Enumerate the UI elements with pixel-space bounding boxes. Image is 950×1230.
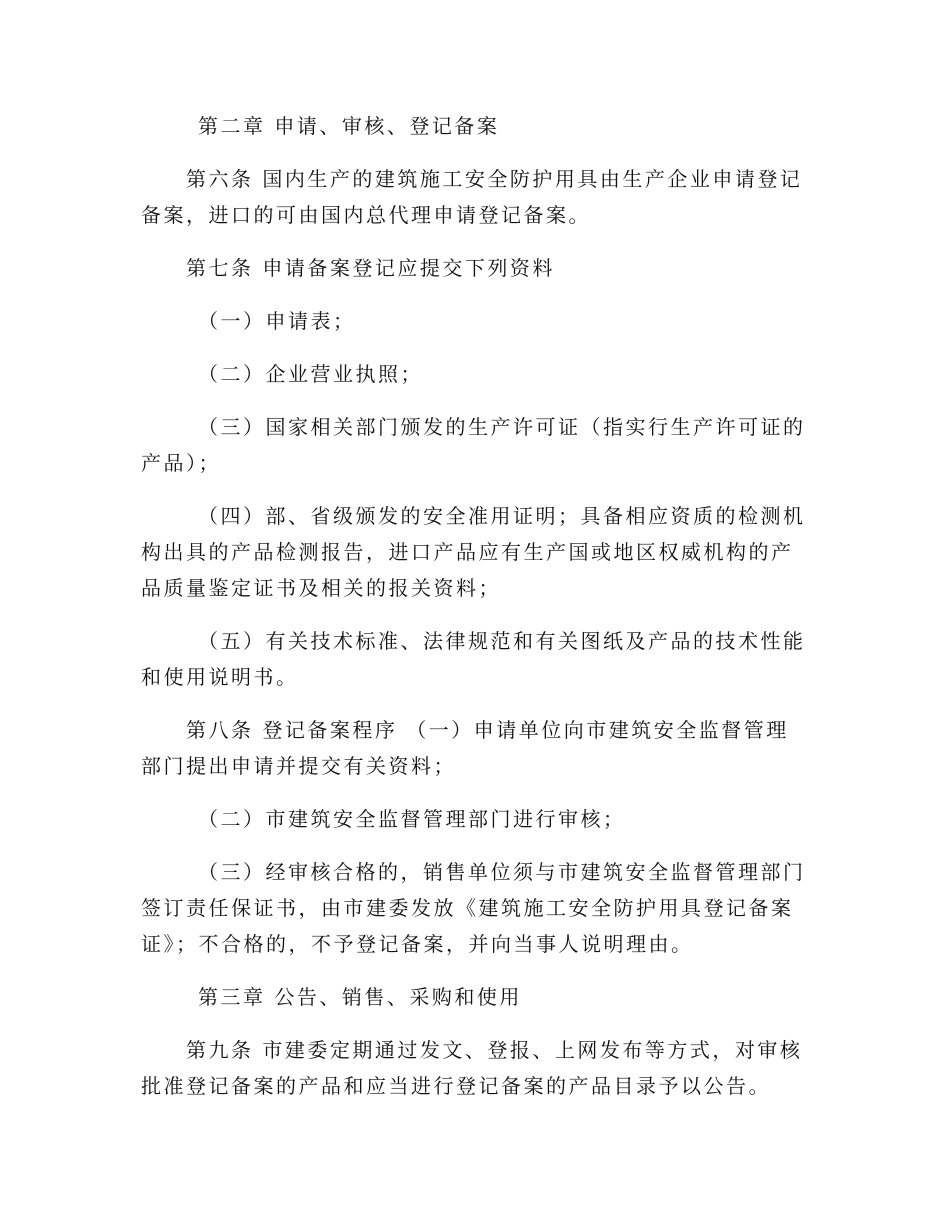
article-paragraph: 第六条 国内生产的建筑施工安全防护用具由生产企业申请登记备案，进口的可由国内总代理申请登记备案。 — [141, 167, 803, 227]
document-body — [141, 108, 811, 1121]
list-item: （三）国家相关部门颁发的生产许可证（指实行生产许可证的产品）； — [141, 415, 806, 475]
list-item: （四）部、省级颁发的安全准用证明；具备相应资质的检测机构出具的产品检测报告，进口产品应有生产国或地区权威机构的产品质量鉴定证书及相关的报关资料； — [141, 504, 806, 600]
list-item: （一）申请表； — [198, 309, 356, 333]
article-paragraph: 第七条 申请备案登记应提交下列资料 — [186, 256, 555, 280]
article-paragraph: 第九条 市建委定期通过发文、登报、上网发布等方式，对审核批准登记备案的产品和应当进行登记备案的产品目录予以公告。 — [141, 1038, 803, 1098]
article-paragraph: 第八条 登记备案程序 （一）申请单位向市建筑安全监督管理部门提出申请并提交有关资料； — [141, 718, 789, 778]
list-item: （五）有关技术标准、法律规范和有关图纸及产品的技术性能和使用说明书。 — [141, 629, 806, 689]
chapter-heading: 第三章 公告、销售、采购和使用 — [198, 985, 522, 1009]
list-item: （二）市建筑安全监督管理部门进行审核； — [198, 807, 626, 831]
chapter-heading: 第二章 申请、审核、登记备案 — [198, 114, 500, 138]
list-item: （二）企业营业执照； — [198, 362, 423, 386]
list-item: （三）经审核合格的，销售单位须与市建筑安全监督管理部门签订责任保证书，由市建委发放《建筑施工安全防护用具登记备案证》；不合格的，不予登记备案，并向当事人说明理由。 — [141, 860, 806, 956]
